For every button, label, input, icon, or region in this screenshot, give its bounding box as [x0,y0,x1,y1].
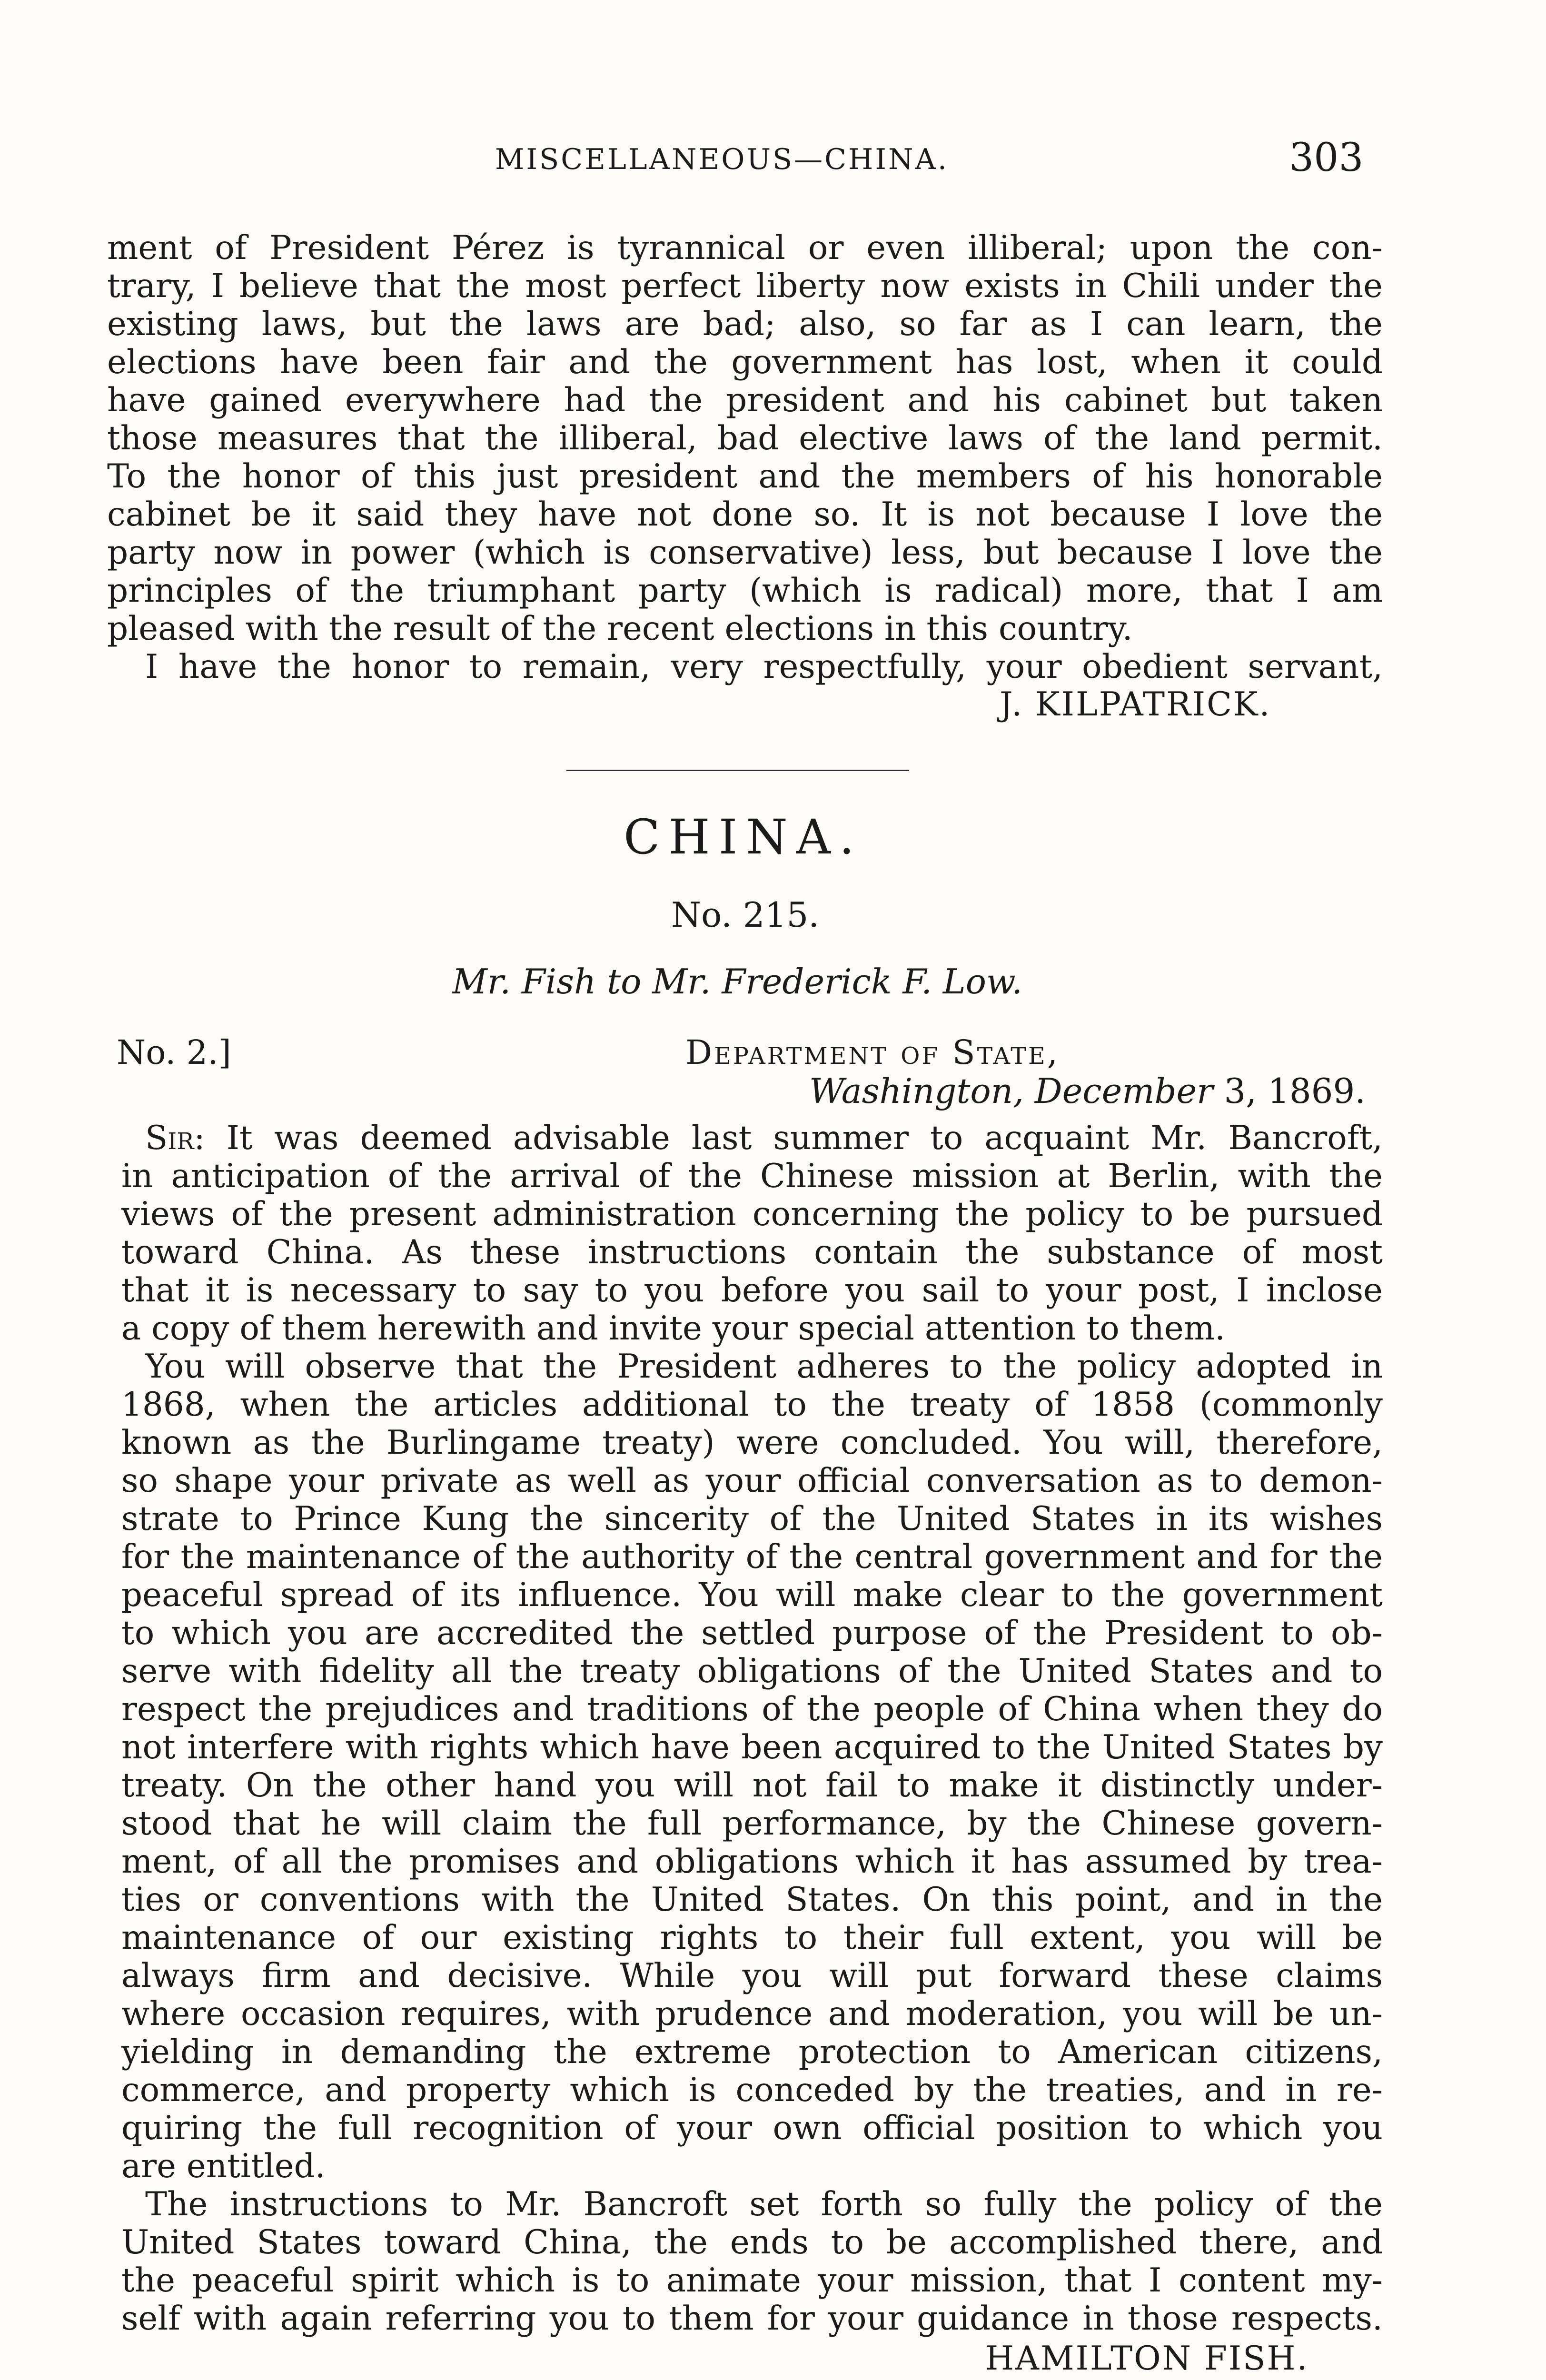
text-line: treaty. On the other hand you will not fail to make it distinctly under- [121,1766,1383,1805]
location: Washington, [809,1071,1024,1111]
location-date [809,1071,1366,1111]
text-line: known as the Burlingame treaty) were concluded. You will, therefore, [121,1424,1383,1462]
text-line: ties or conventions with the United States. On this point, and in the [121,1881,1383,1919]
section-title: CHINA. [624,809,863,865]
text-line: have gained everywhere had the president and his cabinet but taken [107,381,1383,419]
text-line: stood that he will claim the full performance, by the Chinese govern- [121,1805,1383,1843]
text-line: serve with fidelity all the treaty obligations of the United States and to [121,1652,1383,1690]
text-line: yielding in demanding the extreme protection to American citizens, [121,2033,1383,2071]
text-line: ment, of all the promises and obligations which it has assumed by trea- [121,1843,1383,1881]
text-line: commerce, and property which is conceded by the treaties, and in re- [121,2071,1383,2109]
text-line: quiring the full recognition of your own official position to which you [121,2109,1383,2147]
document-subject: Mr. Fish to Mr. Frederick F. Low. [452,962,1022,1002]
text-line: respect the prejudices and traditions of the people of China when they do [121,1690,1383,1728]
page-number: 303 [1289,135,1364,180]
text-line: pleased with the result of the recent elections in this country. [107,610,1133,648]
text-line: are entitled. [121,2147,326,2185]
text-line: self with again referring you to them for your guidance in those respects. [121,2300,1383,2338]
text-line: principles of the triumphant party (which is radical) more, that I am [107,572,1383,610]
text-line: in anticipation of the arrival of the Chinese mission at Berlin, with the [121,1157,1383,1195]
signature-fish: HAMILTON FISH. [985,2340,1309,2378]
signature-kilpatrick: J. KILPATRICK. [1000,685,1271,724]
text-line: existing laws, but the laws are bad; also, so far as I can learn, the [107,305,1383,343]
text-line: strate to Prince Kung the sincerity of the United States in its wishes [121,1500,1383,1538]
running-title: MISCELLANEOUS—CHINA. [495,143,949,176]
dispatch-number: No. 2.] [117,1033,231,1072]
text-line: The instructions to Mr. Bancroft set forth so fully the policy of the [145,2185,1383,2223]
text-line: toward China. As these instructions contain the substance of most [121,1233,1383,1271]
text-line: cabinet be it said they have not done so. It is not because I love the [107,496,1383,534]
text-line: where occasion requires, with prudence and moderation, you will be un- [121,1995,1383,2033]
text-line: those measures that the illiberal, bad elective laws of the land permit. [107,419,1383,457]
paragraph-first-line [145,1119,1383,1158]
text-line: that it is necessary to say to you before you sail to your post, I inclose [121,1271,1383,1309]
text-line: elections have been fair and the government has lost, when it could [107,343,1383,381]
text-line: To the honor of this just president and the members of his honorable [107,457,1383,496]
text-line: not interfere with rights which have been acquired to the United States by [121,1728,1383,1766]
text-line: United States toward China, the ends to be accomplished there, and [121,2223,1383,2261]
section-divider [566,770,909,771]
document-number: No. 215. [671,895,820,935]
text-line: the peaceful spirit which is to animate your mission, that I content my- [121,2261,1383,2300]
text-line: ment of President Pérez is tyrannical or even illiberal; upon the con- [107,229,1383,267]
text-line: peaceful spread of its influence. You will make clear to the government [121,1576,1383,1614]
date-month: December [1034,1071,1213,1111]
text-line: party now in power (which is conservative) less, but because I love the [107,534,1383,572]
date-rest: 3, 1869. [1224,1071,1366,1111]
text-line: trary, I believe that the most perfect liberty now exists in Chili under the [107,267,1383,305]
text-line: for the maintenance of the authority of the central government and for the [121,1538,1383,1576]
text-line: You will observe that the President adheres to the policy adopted in [145,1348,1383,1386]
text-line: always firm and decisive. While you will put forward these claims [121,1957,1383,1995]
text-line: a copy of them herewith and invite your special attention to them. [121,1309,1226,1348]
salutation: Sir: [145,1119,205,1157]
text-fragment: It was deemed advisable last summer to acquaint Mr. Bancroft, [226,1119,1383,1157]
text-line: to which you are accredited the settled purpose of the President to ob- [121,1614,1383,1652]
text-line: 1868, when the articles additional to the treaty of 1858 (commonly [121,1386,1383,1424]
closing-line: I have the honor to remain, very respectfully, your obedient servant, [145,648,1383,686]
text-line: views of the present administration concerning the policy to be pursued [121,1195,1383,1233]
text-line: so shape your private as well as your official conversation as to demon- [121,1462,1383,1500]
department-name: Department of State, [685,1033,1060,1072]
text-line: maintenance of our existing rights to their full extent, you will be [121,1919,1383,1957]
